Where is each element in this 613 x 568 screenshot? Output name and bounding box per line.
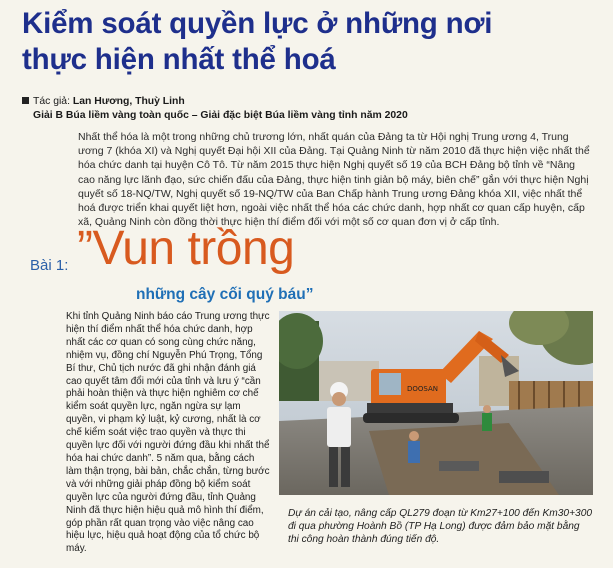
headline bbox=[22, 6, 602, 78]
series-subtitle: những cây cối quý báu” bbox=[136, 286, 314, 303]
construction-photo-illustration bbox=[279, 311, 593, 495]
bullet-square-icon bbox=[22, 97, 29, 104]
author-label: Tác giả: bbox=[33, 96, 70, 107]
series-part-label: Bài 1: bbox=[30, 257, 69, 274]
headline-line1: Kiểm soát quyền lực ở những nơi bbox=[22, 7, 493, 40]
headline-line2: thực hiện nhất thể hoá bbox=[22, 43, 336, 76]
award-line: Giải B Búa liềm vàng toàn quốc – Giải đặc biệt Búa liềm vàng tỉnh năm 2020 bbox=[33, 109, 408, 121]
byline bbox=[22, 95, 592, 122]
lead-paragraph: Nhất thể hóa là một trong những chủ trương lớn, nhất quán của Đảng ta từ Hội nghị Trung ương 4, Trung ương 7 (khóa XI) và Nghị quyết Đại hội XII của Đảng. Tại Quảng Ninh từ năm 2010 đã thực hiện việc nhất thể hóa chức danh tại huyện Cô Tô. Từ năm 2015 thực hiện Nghị quyết số 19 của BCH Đảng bộ tỉnh về “Nâng cao năng lực lãnh đạo, sức chiến đấu của Đảng, thực hiện tinh giản bộ máy, biên chế” gắn với thực hiện Nghị quyết số 18-NQ/TW, Nghị quyết số 19-NQ/TW của Ban Chấp hành Trung ương Đảng khóa XII, việc nhất thể hoá được triển khai quyết liệt hơn, ngoài việc nhất thể hóa các chức danh, hợp nhất cơ quan cấp huyện, cấp xã, Quảng Ninh còn đồng thời thực hiện thí điểm đối với một số cơ quan đơn vị ở cấp tỉnh. bbox=[78, 131, 590, 229]
construction-photo bbox=[279, 311, 593, 495]
body-paragraph: Khi tỉnh Quảng Ninh báo cáo Trung ương thực hiện thí điểm nhất thể hóa chức danh, hợp nhất các cơ quan có song cùng chức năng, nhiệm vụ, đồng chí Nguyễn Phú Trọng, Tổng Bí thư, Chủ tịch nước đã ghi nhận đánh giá cao quyết tâm đổi mới của tỉnh và lưu ý “cần phải hoàn thiện và thực hiện nghiêm cơ chế kiểm soát quyền lực, ngăn ngừa sự lạm quyền, vi phạm kỷ luật, kỷ cương, nhất là cơ chế kiểm soát việc trao quyền và thực thi quyền lực đối với người đứng đầu khi nhất thể hóa hai chức danh”. 5 năm qua, bằng cách làm thận trọng, bài bản, chắc chắn, từng bước và với những giải pháp đồng bộ kiểm soát quyền lực của người đứng đầu, tỉnh Quảng Ninh đã thực hiện hiệu quả mô hình thí điểm, góp phần rất quan trọng vào việc nâng cao hiệu lực, hiệu quả hoạt động của tổ chức bộ máy. bbox=[66, 311, 270, 555]
author-names: Lan Hương, Thuỳ Linh bbox=[72, 96, 185, 107]
series-title: ”Vun trồng bbox=[77, 222, 295, 275]
excavator-brand-text: DOOSAN bbox=[407, 385, 439, 393]
photo-caption: Dự án cải tạo, nâng cấp QL279 đoạn từ Km27+100 đến Km30+300 đi qua phường Hoành Bồ (TP Hạ Long) được đảm bảo mặt bằng thi công hoàn thành đúng tiến độ. bbox=[288, 508, 593, 545]
